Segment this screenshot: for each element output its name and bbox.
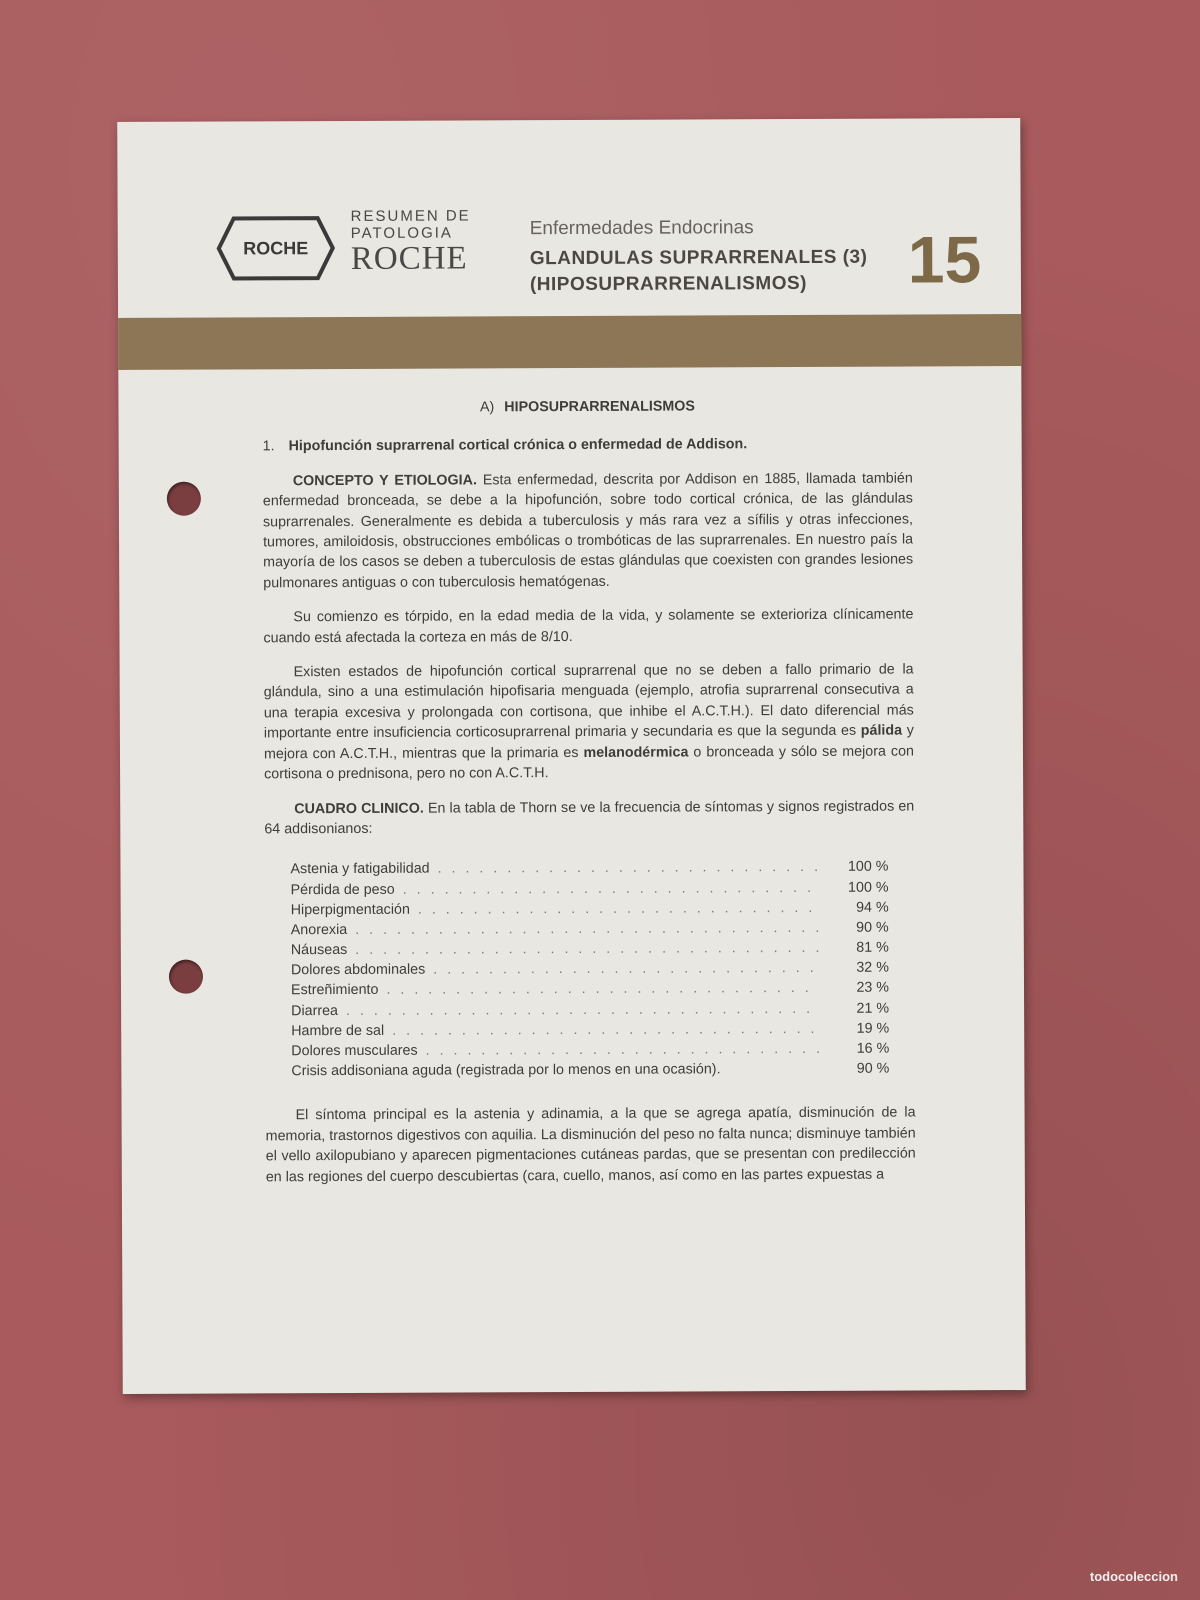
brand-line-2: PATOLOGIA	[350, 224, 453, 242]
symptom-label: Diarrea	[291, 1002, 339, 1019]
symptom-row	[291, 978, 889, 1001]
symptom-row	[291, 958, 889, 981]
symptom-value: 81 %	[856, 939, 889, 956]
symptom-label: Hiperpigmentación	[290, 901, 410, 918]
title-line-1: GLANDULAS SUPRARRENALES (3)	[529, 246, 868, 270]
symptom-row	[291, 897, 889, 920]
text-estados-d: o bronceada y sólo se mejora con cortisona o prednisona, pero no con A.C.T.H.	[264, 743, 915, 783]
section-heading	[262, 396, 912, 419]
text-cuadro-clinico: En la tabla de Thorn se ve la frecuencia de síntomas y signos registrados en 64 addisonianos:	[264, 798, 915, 838]
symptom-label: Hambre de sal	[291, 1022, 385, 1040]
symptom-value: 19 %	[856, 1020, 890, 1037]
leader-dots	[346, 999, 819, 1021]
symptom-value: 100 %	[847, 858, 889, 876]
symptom-row	[291, 1059, 889, 1082]
punch-hole-bottom	[169, 960, 203, 994]
symptom-label: Estreñimiento	[290, 982, 379, 999]
header-band	[118, 314, 1021, 370]
paragraph-sintoma-principal: El síntoma principal es la astenia y adinamia, a la que se agrega apatía, disminución de la memoria, trastornos digestivos con aquilia. La disminución del peso no falta nunca; disminuye también el vello axilopubiano y aparecen pigmentaciones cutáneas pardas, que se presentan con predilección en las regiones del cuerpo descubiertas (cara, cuello, manos, así como en las partes expuestas a	[265, 1104, 916, 1185]
category-label: Enfermedades Endocrinas	[529, 217, 754, 240]
leader-dots	[355, 938, 819, 960]
symptom-label: Pérdida de peso	[290, 881, 395, 898]
symptom-value: 21 %	[856, 1000, 890, 1017]
paragraph-comienzo: Su comienzo es tórpido, en la edad media de la vida, y solamente se exterioriza clínicamente cuando está afectada la corteza en más de 8/10.	[263, 606, 914, 646]
leader-dots	[433, 958, 819, 980]
sheet-number: 15	[907, 222, 982, 297]
paragraph-cuadro-clinico	[264, 796, 914, 840]
symptom-value: 90 %	[856, 919, 889, 936]
symptom-value: 32 %	[856, 959, 889, 977]
symptom-row	[291, 938, 889, 961]
paragraph-concepto	[263, 468, 914, 593]
symptom-row	[291, 998, 889, 1021]
symptom-label: Anorexia	[290, 921, 348, 939]
leader-dots	[392, 1019, 819, 1041]
symptom-row	[291, 1018, 889, 1041]
body-content	[262, 396, 915, 1202]
watermark: todocoleccion	[1089, 1569, 1178, 1584]
section-prefix: A)	[479, 399, 495, 416]
leader-dots	[355, 918, 819, 940]
symptom-label: Dolores abdominales	[290, 961, 426, 979]
leader-dots	[418, 898, 819, 920]
symptom-row	[291, 877, 889, 900]
symptom-value: 94 %	[856, 899, 889, 916]
symptom-label: Dolores musculares	[291, 1042, 418, 1060]
document-sheet	[117, 118, 1026, 1394]
subsection-title: Hipofunción suprarrenal cortical crónica o enfermedad de Addison.	[288, 436, 748, 455]
symptom-table	[290, 857, 889, 1082]
brand-line-1: RESUMEN DE	[350, 207, 471, 225]
leader-dots	[438, 857, 819, 879]
paragraph-estados	[264, 660, 915, 785]
punch-hole-top	[167, 482, 201, 516]
symptom-value: 100 %	[847, 879, 889, 896]
brand-line-3: ROCHE	[350, 240, 468, 277]
symptom-label: Crisis addisoniana aguda (registrada por lo menos en una ocasión).	[291, 1061, 721, 1080]
lead-cuadro-clinico: CUADRO CLINICO.	[294, 800, 424, 817]
section-title: HIPOSUPRARRENALISMOS	[504, 398, 695, 416]
text-concepto: Esta enfermedad, descrita por Addison en 1885, llamada también enfermedad bronceada, se debe a la hipofunción, sobre todo cortical crónica, de las glándulas suprarrenales. Generalmente es debida a tuberculosis y más rara vez a sífilis y otras infecciones, tumores, amiloidosis, obstrucciones embólicas o trombóticas de las suprarrenales. En nuestro país la mayoría de los casos se deben a tuberculosis de estas glándulas que coexisten con grandes lesiones pulmonares antiguas o con tuberculosis hematógenas.	[262, 470, 914, 592]
subsection-number: 1.	[262, 438, 275, 455]
symptom-label: Náuseas	[290, 942, 348, 959]
symptom-row	[291, 1039, 889, 1062]
leader-dots	[386, 978, 819, 1000]
leader-dots	[426, 1039, 820, 1061]
bold-melanodermica: melanodérmica	[583, 744, 689, 761]
logo-text: ROCHE	[243, 237, 309, 258]
text-estados-a: Existen estados de hipofunción cortical suprarrenal que no se deben a fallo primario de la glándula, sino a una estimulación hipofisaria menguada (ejemplo, atrofia suprarrenal consecutiva a una terapia excesiva y prolongada con cortisona, que inhibe el A.C.T.H.). El dato diferencial más importante entre insuficiencia corticosuprarrenal primaria y secundaria es que la segunda es	[263, 661, 914, 742]
lead-concepto: CONCEPTO Y ETIOLOGIA.	[292, 472, 477, 490]
subsection-heading	[263, 434, 913, 457]
symptom-label: Astenia y fatigabilidad	[290, 860, 430, 878]
title-line-2: (HIPOSUPRARRENALISMOS)	[529, 272, 808, 296]
bold-palida: pálida	[860, 722, 903, 740]
symptom-value: 90 %	[856, 1060, 890, 1077]
symptom-row	[290, 857, 888, 880]
text-estados-c: y mejora con A.C.T.H., mientras que la primaria es	[263, 722, 914, 763]
symptom-row	[291, 917, 889, 940]
brand-block	[351, 207, 491, 276]
symptom-value: 23 %	[856, 980, 890, 997]
leader-dots	[403, 877, 819, 899]
symptom-value: 16 %	[856, 1040, 890, 1057]
